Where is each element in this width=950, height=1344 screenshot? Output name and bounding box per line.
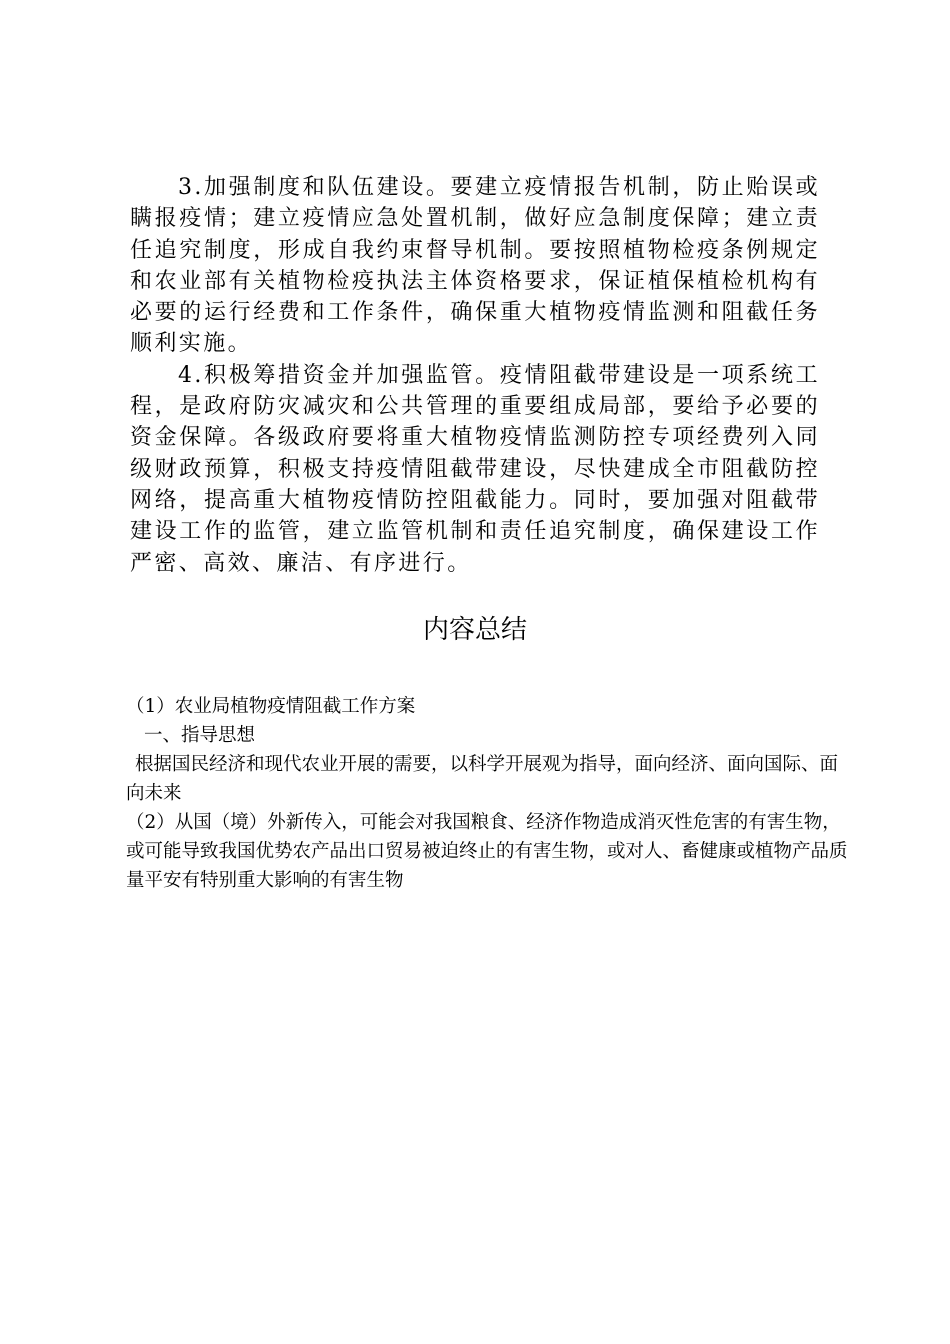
summary-item-plan-title: （1）农业局植物疫情阻截工作方案: [126, 696, 416, 717]
body-text: [130, 172, 820, 579]
summary-item-guiding-heading: 一、指导思想: [144, 725, 256, 746]
summary-section: [126, 692, 856, 895]
summary-title: 内容总结: [422, 615, 527, 645]
paragraph-funding-supervision: 4.积极筹措资金并加强监管。疫情阻截带建设是一项系统工程，是政府防灾减灾和公共管理的重要组成局部，要给予必要的资金保障。各级政府要将重大植物疫情监测防控专项经费列入同级财政预算，积极支持疫情阻截带建设，尽快建成全市阻截防控网络，提高重大植物疫情防控阻截能力。同时，要加强对阻截带建设工作的监管，建立监管机制和责任追究制度，确保建设工作严密、高效、廉洁、有序进行。: [130, 362, 820, 576]
paragraph-institution-building: 3.加强制度和队伍建设。要建立疫情报告机制，防止贻误或瞒报疫情；建立疫情应急处置机制，做好应急制度保障；建立责任追究制度，形成自我约束督导机制。要按照植物检疫条例规定和农业部有关植物检疫执法主体资格要求，保证植保植检机构有必要的运行经费和工作条件，确保重大植物疫情监测和阻截任务顺利实施。: [130, 175, 820, 357]
summary-item-guiding-text: 根据国民经济和现代农业开展的需要，以科学开展观为指导，面向经济、面向国际、面向未来: [126, 754, 839, 804]
summary-item-pest-definition: （2）从国（境）外新传入，可能会对我国粮食、经济作物造成消灭性危害的有害生物，或可能导致我国优势农产品出口贸易被迫终止的有害生物，或对人、畜健康或植物产品质量平安有特别重大影响的有害生物: [126, 812, 848, 891]
